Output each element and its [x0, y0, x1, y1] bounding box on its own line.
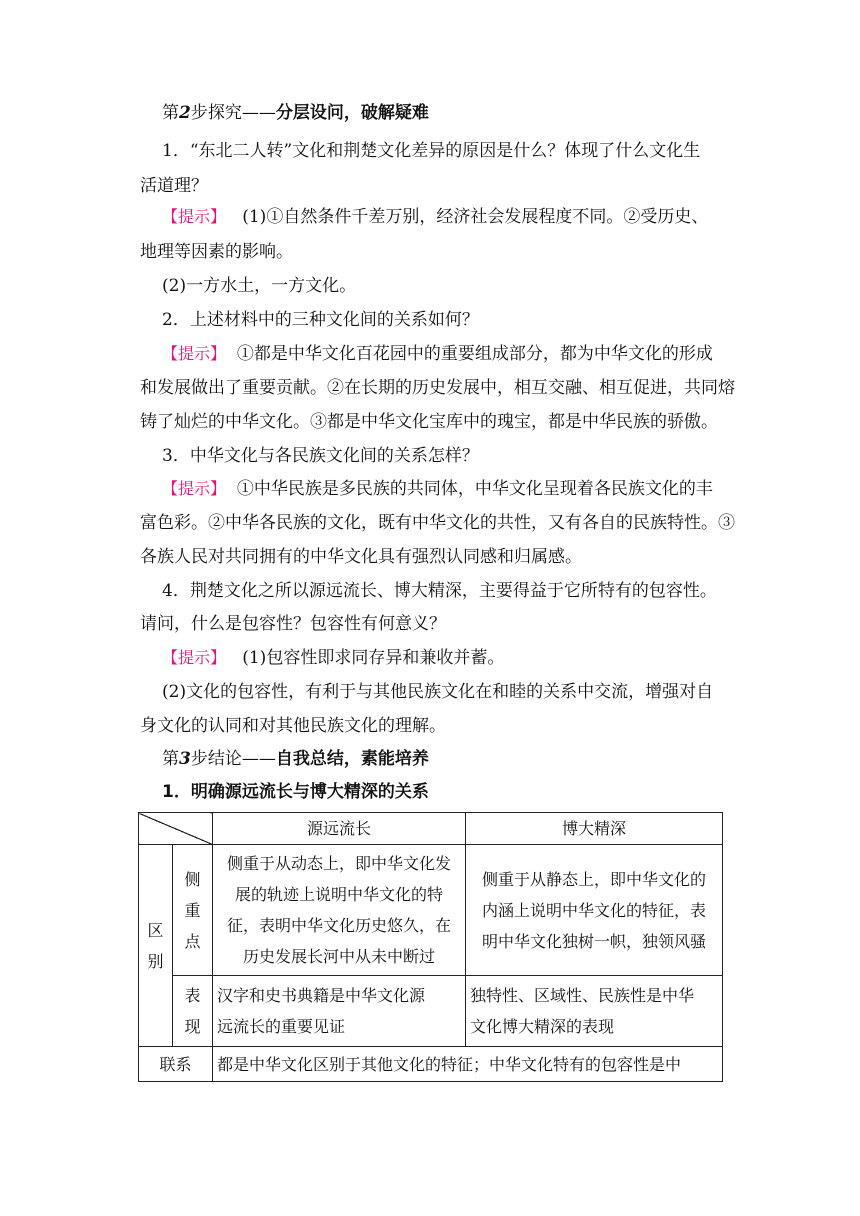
show-boda-cell — [466, 976, 723, 1047]
step2-prefix: 第 — [162, 103, 179, 123]
row-group-difference — [139, 845, 173, 1047]
hint-label: 【提示】 — [162, 648, 227, 667]
q2-answer-line2: 和发展做出了重要贡献。②在长期的历史发展中，相互交融、相互促进，共同熔 — [140, 378, 735, 398]
q2-line1: 2．上述材料中的三种文化间的关系如何？ — [162, 310, 479, 330]
table-row-focus — [139, 845, 723, 976]
step3-heading — [162, 749, 725, 769]
q1-answer-line2: 地理等因素的影响。 — [140, 242, 293, 262]
q4-line1: 4．荆楚文化之所以源远流长、博大精深，主要得益于它所特有的包容性。 — [162, 581, 717, 601]
focus-label-char: 点 — [184, 931, 201, 951]
q4-answer-text: (1)包容性即求同存异和兼收并蓄。 — [242, 648, 505, 668]
hint-label: 【提示】 — [162, 479, 227, 498]
q4-answer-line1 — [162, 648, 725, 668]
step3-number: 3 — [179, 749, 191, 769]
q4-answer-line2: (2)文化的包容性，有利于与其他民族文化在和睦的关系中交流，增强对自 — [162, 682, 714, 702]
q3-answer-line2: 富色彩。②中华各民族的文化，既有中华文化的共性，又有各自的民族特性。③ — [140, 513, 735, 533]
row-group-char: 区 — [147, 920, 164, 940]
show-label-char: 表 — [184, 986, 201, 1005]
cell-line: 内涵上说明中华文化的特征，表 — [481, 900, 706, 920]
cell-line: 展的轨迹上说明中华文化的特 — [234, 885, 443, 904]
table-corner-cell — [139, 813, 213, 845]
col-header-boda: 博大精深 — [466, 813, 723, 845]
q3-answer-line3: 各族人民对共同拥有的中华文化具有强烈认同感和归属感。 — [140, 547, 582, 567]
q2-answer-text: ①都是中华文化百花园中的重要组成部分，都为中华文化的形成 — [236, 344, 713, 364]
q1-answer-text: (1)①自然条件千差万别，经济社会发展程度不同。②受历史、 — [242, 207, 709, 227]
focus-boda-cell — [466, 845, 723, 976]
q2-answer-line3: 铸了灿烂的中华文化。③都是中华文化宝库中的瑰宝，都是中华民族的骄傲。 — [140, 412, 718, 432]
hint-label: 【提示】 — [162, 207, 227, 226]
focus-label-char: 侧 — [184, 869, 201, 889]
show-yuanyuan-cell — [213, 976, 466, 1047]
show-label — [173, 976, 213, 1047]
q3-answer-text: ①中华民族是多民族的共同体，中华文化呈现着各民族文化的丰 — [236, 479, 713, 499]
row-group-char: 别 — [147, 951, 164, 971]
step2-title: 分层设问，破解疑难 — [275, 103, 429, 123]
step2-number: 2 — [179, 103, 191, 123]
q3-answer-line1 — [162, 479, 725, 499]
cell-line: 汉字和史书典籍是中华文化源 — [217, 986, 426, 1005]
focus-yuanyuan-cell — [213, 845, 466, 976]
q1-line1: 1．“东北二人转”文化和荆楚文化差异的原因是什么？体现了什么文化生 — [162, 141, 701, 161]
cell-line: 历史发展长河中从未中断过 — [242, 947, 435, 966]
q1-line2: 活道理？ — [140, 176, 208, 196]
q4-line2: 请问，什么是包容性？包容性有何意义？ — [140, 614, 446, 634]
focus-label — [173, 845, 213, 976]
step3-prefix: 第 — [162, 749, 179, 769]
q2-answer-line1 — [162, 344, 725, 364]
link-text-cell: 都是中华文化区别于其他文化的特征；中华文化特有的包容性是中 — [213, 1047, 723, 1082]
table-row-connection — [139, 1047, 723, 1082]
comparison-table — [138, 812, 723, 1082]
section1-title: 1．明确源远流长与博大精深的关系 — [162, 782, 429, 802]
step3-mid: 步结论—— — [190, 749, 276, 769]
cell-line: 明中华文化独树一帜，独领风骚 — [481, 931, 706, 951]
cell-line: 侧重于从静态上，即中华文化的 — [481, 869, 706, 889]
link-label: 联系 — [139, 1047, 213, 1082]
focus-label-char: 重 — [184, 900, 201, 920]
q1-answer-line3: (2)一方水土，一方文化。 — [162, 276, 357, 296]
step2-mid: 步探究—— — [190, 103, 276, 123]
cell-line: 独特性、区域性、民族性是中华 — [470, 986, 695, 1005]
cell-line: 征，表明中华文化历史悠久，在 — [226, 916, 451, 935]
show-label-char: 现 — [184, 1017, 201, 1036]
step3-title: 自我总结，素能培养 — [275, 749, 429, 769]
step2-heading — [162, 103, 725, 123]
cell-line: 文化博大精深的表现 — [470, 1017, 615, 1036]
cell-line: 远流长的重要见证 — [217, 1017, 346, 1036]
hint-label: 【提示】 — [162, 344, 227, 363]
col-header-yuanyuan: 源远流长 — [213, 813, 466, 845]
table-header-row — [139, 813, 723, 845]
table-row-manifestation — [139, 976, 723, 1047]
cell-line: 侧重于从动态上，即中华文化发 — [226, 854, 451, 873]
q4-answer-line3: 身文化的认同和对其他民族文化的理解。 — [140, 716, 446, 736]
q1-answer-line1 — [162, 207, 725, 227]
q3-line1: 3．中华文化与各民族文化间的关系怎样？ — [162, 446, 479, 466]
